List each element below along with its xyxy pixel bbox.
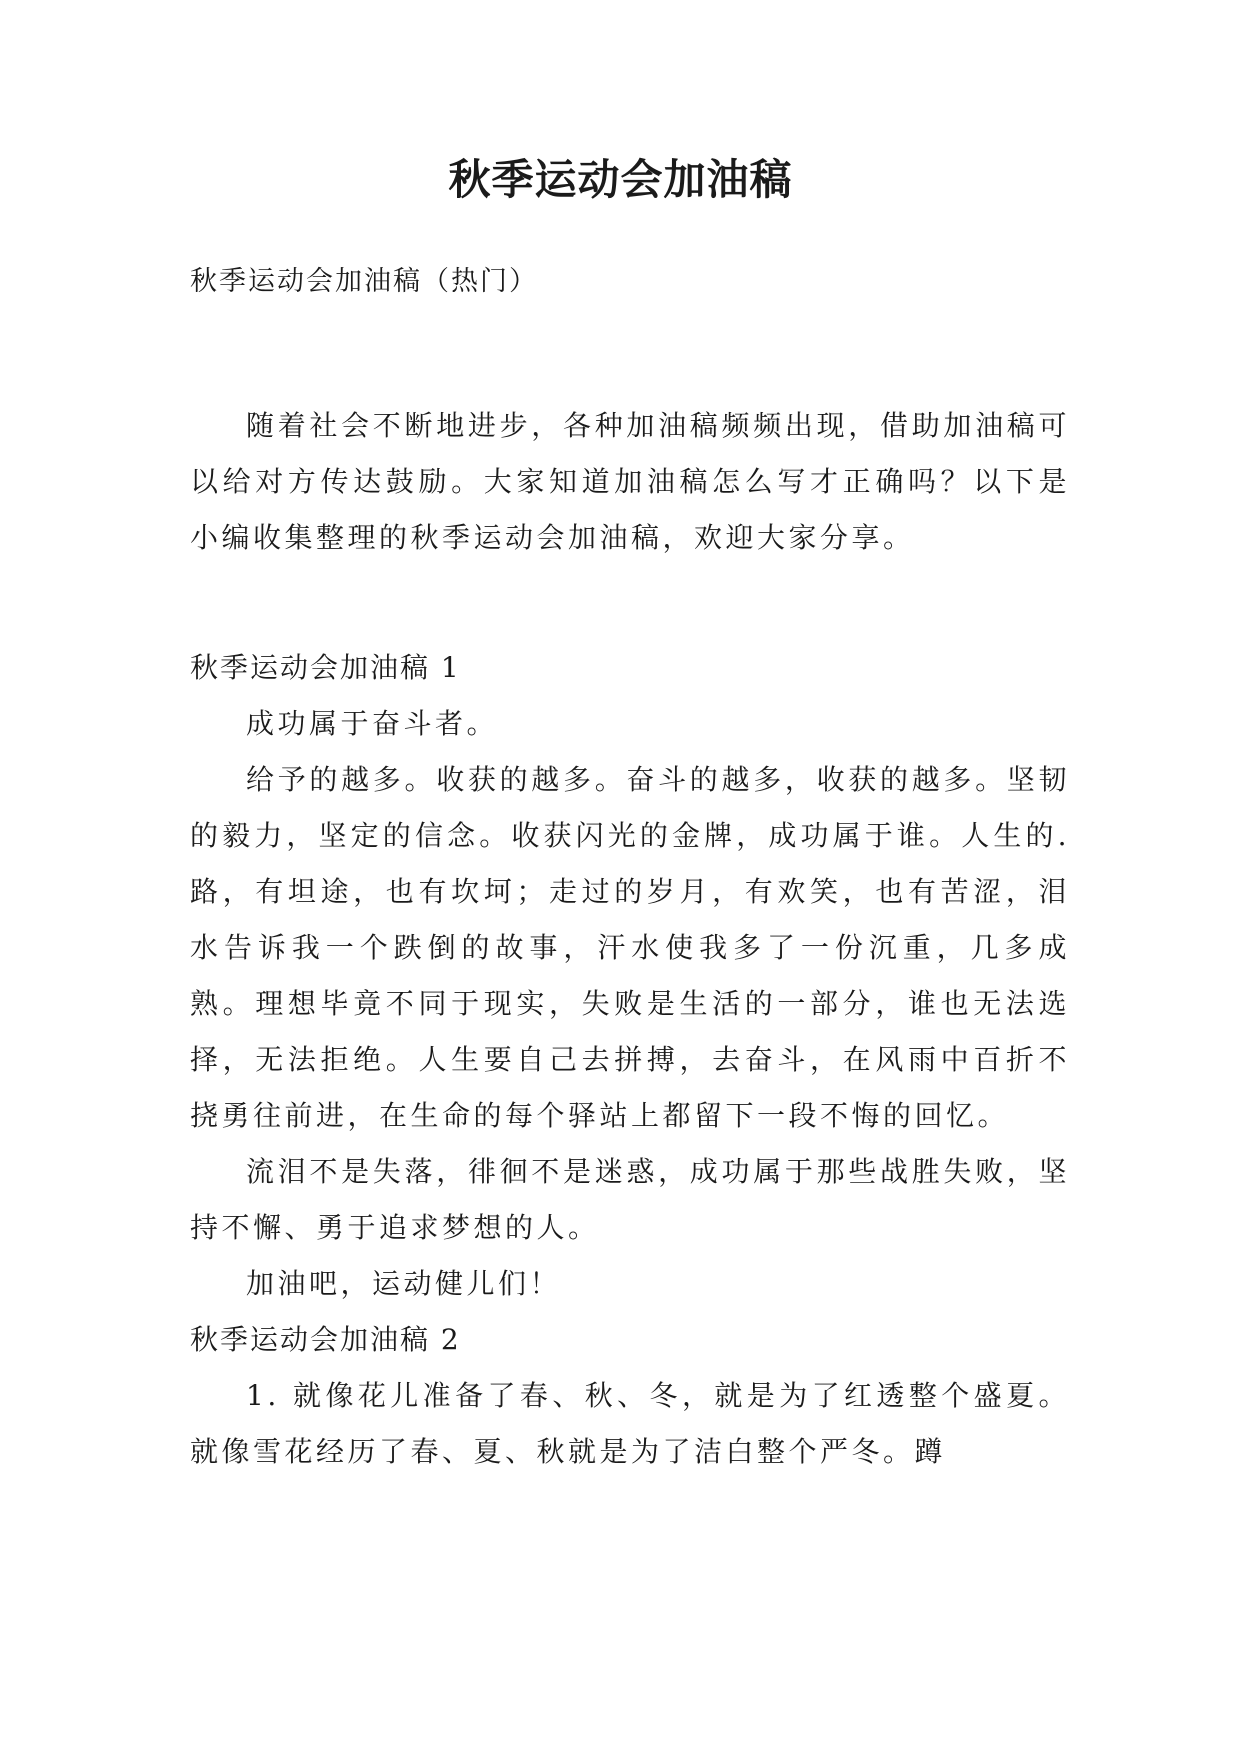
section-1-paragraph-4: 加油吧，运动健儿们！	[246, 1267, 562, 1300]
section-2-paragraph-1: 1. 就像花儿准备了春、秋、冬，就是为了红透整个盛夏。就像雪花经历了春、夏、秋就是为了洁白整个严冬。蹲	[190, 1379, 1070, 1468]
section-1-paragraph-3: 流泪不是失落，徘徊不是迷惑，成功属于那些战胜失败，坚持不懈、勇于追求梦想的人。	[190, 1155, 1070, 1244]
section-2-heading: 秋季运动会加油稿 2	[190, 1323, 461, 1356]
content-block	[190, 640, 1070, 1480]
section-1-heading: 秋季运动会加油稿 1	[190, 651, 461, 684]
intro-block	[190, 398, 1070, 566]
section-1-paragraph-1: 成功属于奋斗者。	[246, 707, 499, 740]
section-1-paragraph-2: 给予的越多。收获的越多。奋斗的越多，收获的越多。坚韧的毅力，坚定的信念。收获闪光的金牌，成功属于谁。人生的.路，有坦途，也有坎坷；走过的岁月，有欢笑，也有苦涩，泪水告诉我一个跌倒的故事，汗水使我多了一份沉重，几多成熟。理想毕竟不同于现实，失败是生活的一部分，谁也无法选择，无法拒绝。人生要自己去拼搏，去奋斗，在风雨中百折不挠勇往前进，在生命的每个驿站上都留下一段不悔的回忆。	[190, 763, 1070, 1132]
document-subtitle: 秋季运动会加油稿（热门）	[190, 266, 538, 297]
document-title: 秋季运动会加油稿	[448, 155, 793, 204]
intro-paragraph: 随着社会不断地进步，各种加油稿频频出现，借助加油稿可以给对方传达鼓励。大家知道加油稿怎么写才正确吗？以下是小编收集整理的秋季运动会加油稿，欢迎大家分享。	[190, 409, 1070, 554]
